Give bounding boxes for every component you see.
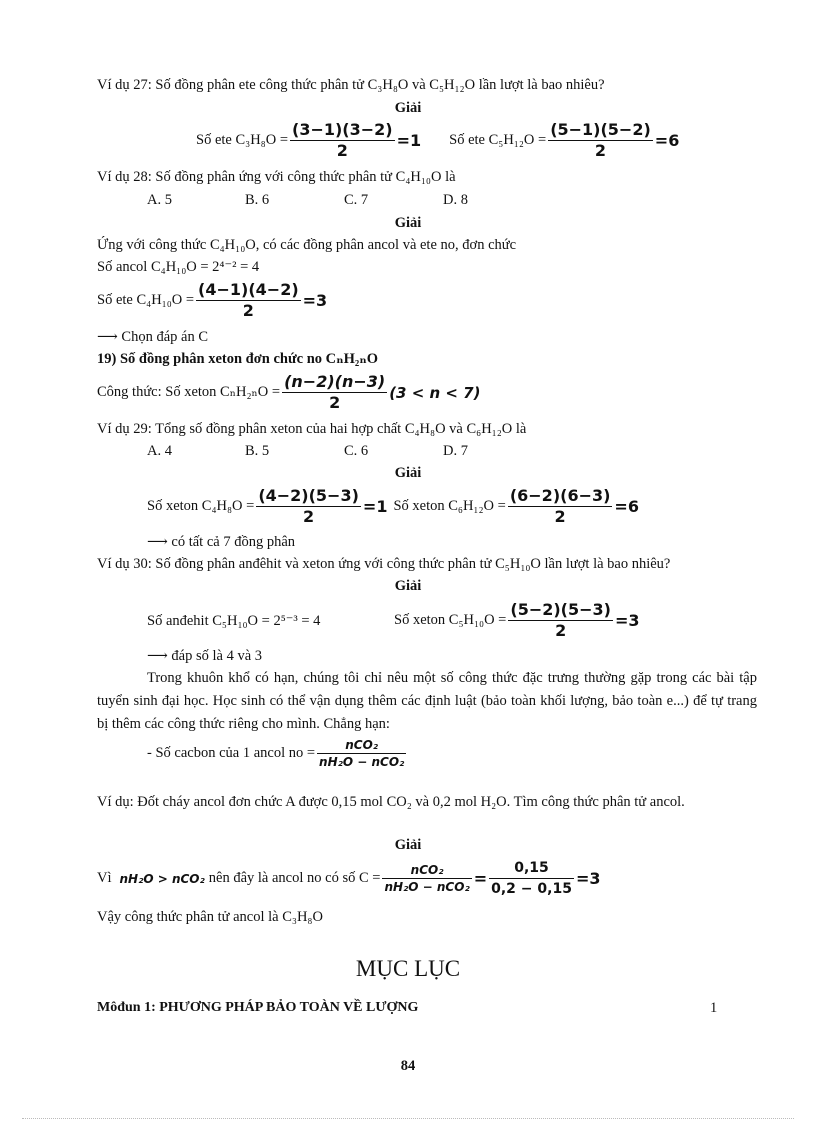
page-number: 84 — [400, 1058, 416, 1074]
ex30-answer: ⟶ đáp số là 4 và 3 — [147, 648, 263, 664]
ex28-answer: ⟶ Chọn đáp án C — [97, 329, 209, 345]
ex27-question: Ví dụ 27: Số đồng phân ete công thức phân tử C₃H₈O và C₅H₁₂O lần lượt là bao nhiêu? — [97, 77, 605, 93]
giai-heading: Giải — [394, 837, 422, 853]
ex27-frac1: $\frac{(3-1)(3-2)}{2}$ — [292, 120, 393, 160]
example-formula: Vì nH₂O > nCO₂ nên đây là ancol no có số C = $\frac{\text{nCO₂}}{\text{nH₂O − nCO₂}}$ = $\frac{0,15}{0,2 - 0,15}$ =3 — [97, 860, 601, 897]
example-conclusion: Vậy công thức phân tử ancol là C₃H₈O — [97, 909, 323, 925]
ex30-frac: $\frac{(5-2)(5-3)}{2}$ — [510, 600, 611, 640]
giai-heading: Giải — [394, 215, 422, 231]
section19-formula: Công thức: Số xeton CₙH₂ₙO = $\frac{(n-2)(n-3)}{2}$ (3 < n < 7) — [97, 372, 481, 412]
section19-heading: 19) Số đồng phân xeton đơn chức no CₙH₂ₙO — [97, 351, 379, 367]
ex29-frac2: $\frac{(6-2)(6-3)}{2}$ — [509, 486, 611, 526]
toc-entry-page[interactable]: 1 — [710, 1000, 718, 1016]
ex30-question: Ví dụ 30: Số đồng phân anđêhit và xeton ứng với công thức phân tử C₅H₁₀O lần lượt là bao nhiêu? — [97, 556, 671, 572]
ex28-option-d: D. 8 — [443, 192, 468, 208]
section19-frac: $\frac{(n-2)(n-3)}{2}$ — [284, 372, 386, 412]
carbon-frac: $\frac{\text{nCO₂}}{\text{nH₂O − nCO₂}}$ — [319, 738, 405, 769]
ex27-frac2: $\frac{(5-1)(5-2)}{2}$ — [550, 120, 651, 160]
ex29-option-a: A. 4 — [147, 443, 172, 459]
ex28-ete-formula: Số ete C₄H₁₀O = $\frac{(4-1)(4-2)}{2}$ =3 — [97, 280, 328, 320]
toc-entry-label[interactable]: Môđun 1: PHƯƠNG PHÁP BẢO TOÀN VỀ LƯỢNG — [97, 1000, 419, 1015]
ex28-frac: $\frac{(4-1)(4-2)}{2}$ — [198, 280, 299, 320]
page-bottom-border — [22, 1118, 794, 1119]
ex29-question: Ví dụ 29: Tổng số đồng phân xeton của hai hợp chất C₄H₈O và C₆H₁₂O là — [97, 421, 527, 437]
giai-heading: Giải — [394, 578, 422, 594]
ex28-option-b: B. 6 — [245, 192, 270, 208]
giai-heading: Giải — [394, 465, 422, 481]
example-frac2: $\frac{0,15}{0,2 - 0,15}$ — [491, 860, 572, 897]
giai-heading: Giải — [394, 100, 422, 116]
ex29-option-b: B. 5 — [245, 443, 270, 459]
ex30-andehit: Số anđehit C₅H₁₀O = 2⁵⁻³ = 4 — [147, 613, 321, 629]
ex28-ancol: Số ancol C₄H₁₀O = 2⁴⁻² = 4 — [97, 259, 260, 275]
ex29-frac1: $\frac{(4-2)(5-3)}{2}$ — [258, 486, 359, 526]
ex28-question: Ví dụ 28: Số đồng phân ứng với công thức phân tử C₄H₁₀O là — [97, 169, 456, 185]
ex28-line1: Ứng với công thức C₄H₁₀O, có các đồng phân ancol và ete no, đơn chức — [97, 237, 517, 253]
ex28-option-c: C. 7 — [344, 192, 369, 208]
ex30-xeton-formula: Số xeton C₅H₁₀O = $\frac{(5-2)(5-3)}{2}$ =3 — [394, 600, 640, 640]
carbon-formula: - Số cacbon của 1 ancol no = $\frac{\text{nCO₂}}{\text{nH₂O − nCO₂}}$ — [147, 738, 405, 769]
example-frac1: $\frac{\text{nCO₂}}{\text{nH₂O − nCO₂}}$ — [384, 863, 470, 894]
ex27-lhs1: Số ete C₃H₈O = — [196, 132, 288, 148]
ex27-formula: Số ete C₃H₈O = $\frac{(3-1)(3-2)}{2}$ =1 Số ete C₅H₁₂O = $\frac{(5-1)(5-2)}{2}$ =6 — [196, 120, 680, 160]
ex29-total: ⟶ có tất cả 7 đồng phân — [147, 534, 296, 550]
ex29-formula: Số xeton C₄H₈O = $\frac{(4-2)(5-3)}{2}$ =1 Số xeton C₆H₁₂O = $\frac{(6-2)(6-3)}{2}$ =6 — [147, 486, 639, 526]
example-text: Ví dụ: Đốt cháy ancol đơn chức A được 0,15 mol CO₂ và 0,2 mol H₂O. Tìm công thức phân tử ancol. — [97, 794, 685, 810]
toc-title: MỤC LỤC — [355, 956, 461, 981]
ex28-option-a: A. 5 — [147, 192, 172, 208]
ex29-option-c: C. 6 — [344, 443, 369, 459]
intro-paragraph: Trong khuôn khổ có hạn, chúng tôi chỉ nêu một số công thức đặc trưng thường gặp trong các bài tập tuyển sinh đại học. Học sinh có thể vận dụng thêm các định luật (bảo toàn khối lượng, bảo toàn e...) để tự trang bị thêm các công thức riêng cho mình. Chẳng hạn: — [97, 670, 757, 732]
ex29-option-d: D. 7 — [443, 443, 468, 459]
ex27-lhs2: Số ete C₅H₁₂O = — [449, 132, 547, 148]
